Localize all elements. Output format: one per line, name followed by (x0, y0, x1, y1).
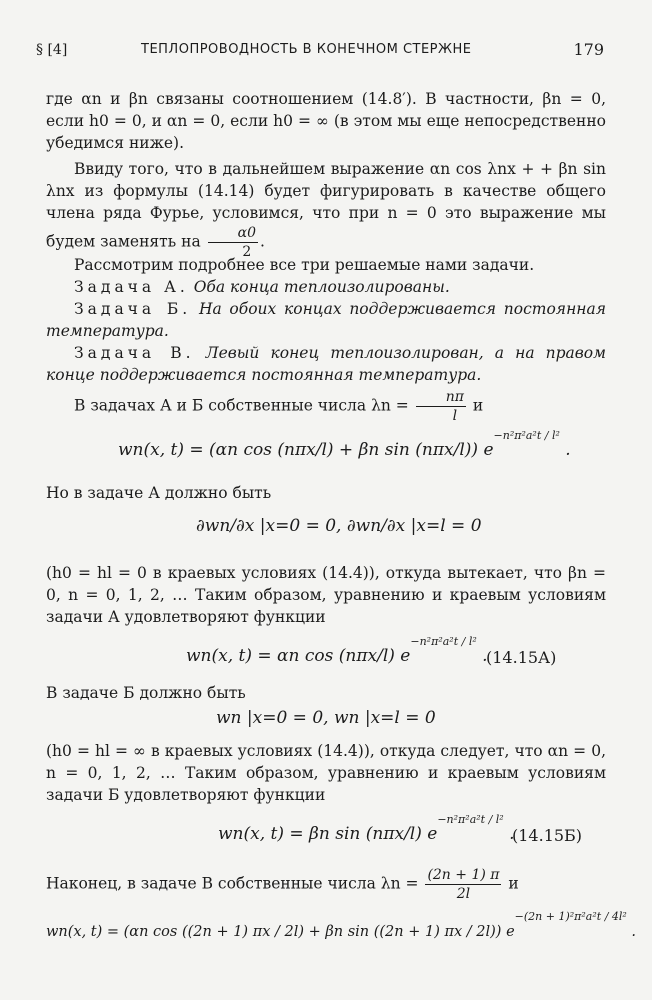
task-b: Задача Б. На обоих концах поддерживается постоянная температура. (46, 300, 606, 340)
task-c: Задача В. Левый конец теплоизолирован, а на правом конце поддерживается постоянная температура. (46, 344, 606, 384)
equation-dirichlet-conditions: wn |x=0 = 0, wn |x=l = 0 (216, 708, 436, 728)
equation-general-solution: wn(x, t) = (αn cos (nπx/l) + βn sin (nπx/l)) $e^{-n^2\pi^2a^2t / l^2}$ . (118, 429, 571, 460)
paragraph-fourier: Ввиду того, что в дальнейшем выражение αn cos λnx + + βn sin λnx из формулы (14.14) будет фигурировать в качестве общего члена ряда Фурье, условимся, что при n = 0 это выражение мы будем заменять на $\frac{\alpha 0}{2}$ . (46, 160, 606, 260)
equation-14-15b: wn(x, t) = βn sin (nπx/l) $e^{-n^2\pi^2a^2t / l^2}$ . (218, 813, 515, 844)
paragraph-task-a-result: (h0 = hl = 0 в краевых условиях (14.4)), откуда вытекает, что βn = 0, n = 0, 1, 2, … Таким образом, уравнению и краевым условиям задачи А удовлетворяют функции (46, 564, 606, 626)
equation-number-14-15a: (14.15А) (486, 648, 557, 667)
equation-neumann-conditions: ∂wn/∂x |x=0 = 0, ∂wn/∂x |x=l = 0 (196, 516, 482, 536)
equation-task-c-solution: wn(x, t) = (αn cos ((2n + 1) πx / 2l) + βn sin ((2n + 1) πx / 2l)) $e^{-(2n + 1)^2\pi^2a^2t / 4l^2}$ . (46, 910, 637, 940)
tasks-intro: Рассмотрим подробнее все три решаемые нами задачи. (74, 256, 535, 274)
equation-number-14-15b: (14.15Б) (512, 826, 583, 845)
paragraph-task-b-result: (h0 = hl = ∞ в краевых условиях (14.4)), откуда следует, что αn = 0, n = 0, 1, 2, … Таким образом, уравнению и краевым условиям задачи Б удовлетворяют функции (46, 742, 606, 804)
running-title: ТЕПЛОПРОВОДНОСТЬ В КОНЕЧНОМ СТЕРЖНЕ (141, 42, 472, 57)
paragraph-coefficients: где αn и βn связаны соотношением (14.8′). В частности, βn = 0, если h0 = 0, и αn = 0, если h0 = ∞ (в этом мы еще непосредственно убедимся ниже). (46, 90, 606, 152)
section-mark: § [4] (36, 42, 68, 58)
paragraph-task-b: В задаче Б должно быть (46, 684, 246, 702)
equation-14-15a: wn(x, t) = αn cos (nπx/l) $e^{-n^2\pi^2a^2t / l^2}$ . (186, 635, 488, 666)
eigenvalues-ab: В задачах А и Б собственные числа λn = $\frac{n\pi}{l}$ и (74, 389, 484, 424)
paragraph-task-c: Наконец, в задаче В собственные числа λn = $\frac{(2n + 1) \pi}{2l}$ и (46, 867, 519, 902)
page-number: 179 (573, 40, 604, 59)
tasks-block (46, 254, 606, 386)
task-a: Задача А. Оба конца теплоизолированы. (74, 278, 450, 296)
running-header (36, 40, 604, 64)
alpha0-over-2: $\frac{\alpha 0}{2}$ (208, 224, 258, 261)
paragraph-task-a: Но в задаче А должно быть (46, 484, 272, 502)
